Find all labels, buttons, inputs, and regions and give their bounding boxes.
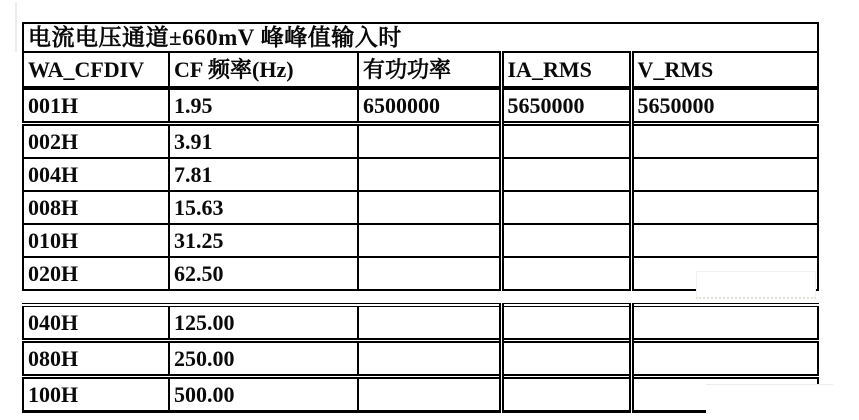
table-cell: 1.95 [169, 88, 358, 124]
table-cell: 040H [23, 305, 169, 341]
table-cell: 7.81 [169, 158, 358, 191]
table-cell [631, 341, 818, 377]
table-row [23, 191, 818, 224]
table-cell: 6500000 [358, 88, 501, 124]
table-cell: 5650000 [501, 88, 631, 124]
table-cell [501, 124, 631, 159]
table-title-row [23, 23, 818, 52]
table-cell: 002H [23, 124, 169, 159]
scan-artifact [15, 2, 17, 52]
table-cell [358, 124, 501, 159]
column-header-v-rms: V_RMS [631, 52, 818, 88]
table-cell [358, 305, 501, 341]
table-cell: 004H [23, 158, 169, 191]
measurement-table-upper [22, 22, 819, 291]
table-cell [501, 257, 631, 290]
table-cell: 020H [23, 257, 169, 290]
table-cell: 15.63 [169, 191, 358, 224]
table-cell: 5650000 [631, 88, 818, 124]
table-cell: 100H [23, 377, 169, 412]
table-cell [358, 257, 501, 290]
table-cell [501, 158, 631, 191]
faint-watermark-box [706, 384, 833, 420]
table-cell: 250.00 [169, 341, 358, 377]
column-header-ia-rms: IA_RMS [501, 52, 631, 88]
table-cell: 080H [23, 341, 169, 377]
table-cell [631, 305, 818, 341]
table-title: 电流电压通道±660mV 峰峰值输入时 [23, 23, 818, 52]
table-cell [501, 377, 631, 412]
table-cell: 3.91 [169, 124, 358, 159]
table-header-row [23, 52, 818, 88]
measurement-table-lower [22, 303, 819, 413]
table-cell [501, 341, 631, 377]
table-cell [631, 158, 818, 191]
table-cell: 001H [23, 88, 169, 124]
table-cell: 31.25 [169, 224, 358, 257]
column-header-cf-frequency: CF 频率(Hz) [169, 52, 358, 88]
table-row [23, 341, 818, 377]
table-cell: 008H [23, 191, 169, 224]
table-row [23, 158, 818, 191]
table-cell [358, 191, 501, 224]
table-cell: 125.00 [169, 305, 358, 341]
table-cell [631, 224, 818, 257]
table-cell [501, 305, 631, 341]
table-cell: 010H [23, 224, 169, 257]
table-row [23, 305, 818, 341]
table-cell [501, 224, 631, 257]
table-row [23, 377, 818, 412]
table-cell: 62.50 [169, 257, 358, 290]
table-cell [358, 224, 501, 257]
table-cell: 500.00 [169, 377, 358, 412]
table-cell [358, 341, 501, 377]
table-cell [631, 124, 818, 159]
faint-watermark-box [696, 271, 816, 299]
table-row [23, 88, 818, 124]
table-row [23, 224, 818, 257]
column-header-active-power: 有功功率 [358, 52, 501, 88]
table-cell [358, 377, 501, 412]
table-cell [631, 191, 818, 224]
table-cell [501, 191, 631, 224]
table-row [23, 124, 818, 159]
table-cell [358, 158, 501, 191]
column-header-wa-cfdiv: WA_CFDIV [23, 52, 169, 88]
